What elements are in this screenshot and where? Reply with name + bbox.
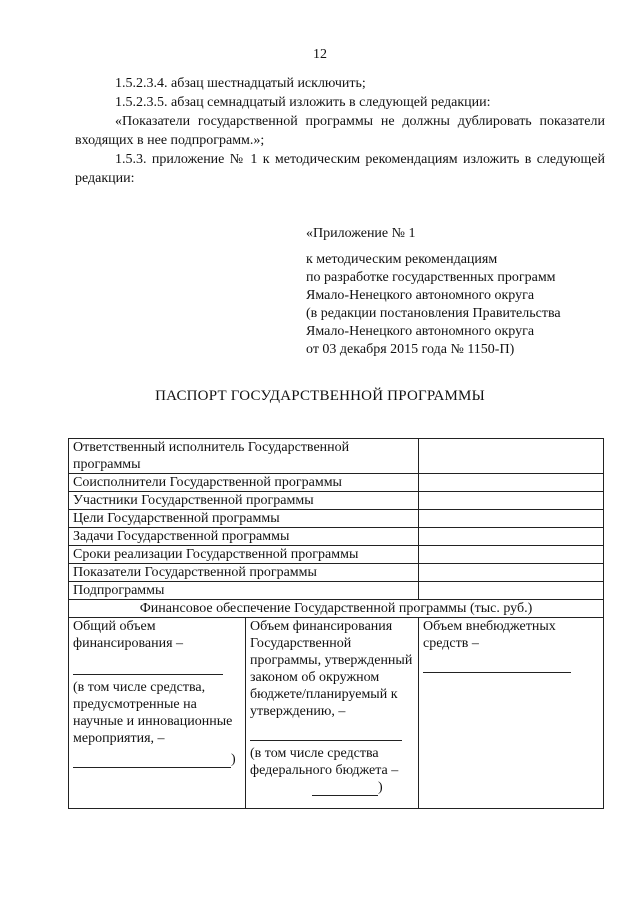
row-label: Задачи Государственной программы xyxy=(69,528,419,546)
blank-line xyxy=(312,783,378,796)
row-value xyxy=(419,492,604,510)
table-row xyxy=(69,582,604,600)
annex-line: по разработке государственных программ xyxy=(306,270,556,285)
funding-budget-title: Объем финансирования Государственной программы, утвержденный законом об окружном бюджете/планируемый к утверждению, – xyxy=(250,619,413,719)
blank-line xyxy=(423,660,571,673)
table-row xyxy=(69,492,604,510)
funding-header: Финансовое обеспечение Государственной программы (тыс. руб.) xyxy=(69,600,604,618)
table-row xyxy=(69,510,604,528)
row-value xyxy=(419,439,604,474)
table-row xyxy=(69,439,604,474)
row-value xyxy=(419,546,604,564)
table-row xyxy=(69,600,604,618)
table-row xyxy=(69,564,604,582)
passport-table-container xyxy=(68,438,603,823)
table-row xyxy=(69,618,604,809)
funding-extrabudget-cell xyxy=(419,618,604,809)
funding-total-cell xyxy=(69,618,246,809)
table-row xyxy=(69,474,604,492)
table-row xyxy=(69,528,604,546)
closing-paren: ) xyxy=(231,752,236,767)
paragraph-4: 1.5.3. приложение № 1 к методическим рекомендациям изложить в следующей редакции: xyxy=(75,152,605,186)
blank-line xyxy=(73,755,231,768)
passport-table xyxy=(68,438,604,809)
paragraph-3: «Показатели государственной программы не должны дублировать показатели входящих в нее подпрограмм.»; xyxy=(75,114,605,148)
paragraph-2: 1.5.2.3.5. абзац семнадцатый изложить в следующей редакции: xyxy=(115,95,491,110)
closing-paren: ) xyxy=(378,780,383,795)
row-value xyxy=(419,474,604,492)
annex-title: «Приложение № 1 xyxy=(306,226,416,241)
row-value xyxy=(419,564,604,582)
row-label: Цели Государственной программы xyxy=(69,510,419,528)
row-label: Участники Государственной программы xyxy=(69,492,419,510)
funding-budget-cell xyxy=(246,618,419,809)
annex-line: (в редакции постановления Правительства xyxy=(306,306,561,321)
table-row xyxy=(69,546,604,564)
row-label: Сроки реализации Государственной программы xyxy=(69,546,419,564)
funding-budget-note: (в том числе средства федерального бюджета – xyxy=(250,746,399,778)
document-title: ПАСПОРТ ГОСУДАРСТВЕННОЙ ПРОГРАММЫ xyxy=(155,388,485,404)
page-number: 12 xyxy=(313,47,327,62)
funding-total-title: Общий объем финансирования – xyxy=(73,619,184,651)
row-value xyxy=(419,528,604,546)
funding-total-note: (в том числе средства, предусмотренные на научные и инновационные мероприятия, – xyxy=(73,680,233,746)
annex-line: к методическим рекомендациям xyxy=(306,252,498,267)
paragraph-1: 1.5.2.3.4. абзац шестнадцатый исключить; xyxy=(115,76,366,91)
blank-line xyxy=(250,728,402,741)
annex-block xyxy=(306,225,626,359)
row-value xyxy=(419,582,604,600)
body-text xyxy=(75,74,605,188)
row-label: Соисполнители Государственной программы xyxy=(69,474,419,492)
row-label: Показатели Государственной программы xyxy=(69,564,419,582)
row-label: Подпрограммы xyxy=(69,582,419,600)
row-value xyxy=(419,510,604,528)
blank-line xyxy=(73,662,223,675)
annex-line: Ямало-Ненецкого автономного округа xyxy=(306,288,535,303)
annex-line: от 03 декабря 2015 года № 1150-П) xyxy=(306,342,515,357)
funding-extrabudget-title: Объем внебюджетных средств – xyxy=(423,619,556,651)
annex-line: Ямало-Ненецкого автономного округа xyxy=(306,324,535,339)
row-label: Ответственный исполнитель Государственной программы xyxy=(69,439,419,474)
